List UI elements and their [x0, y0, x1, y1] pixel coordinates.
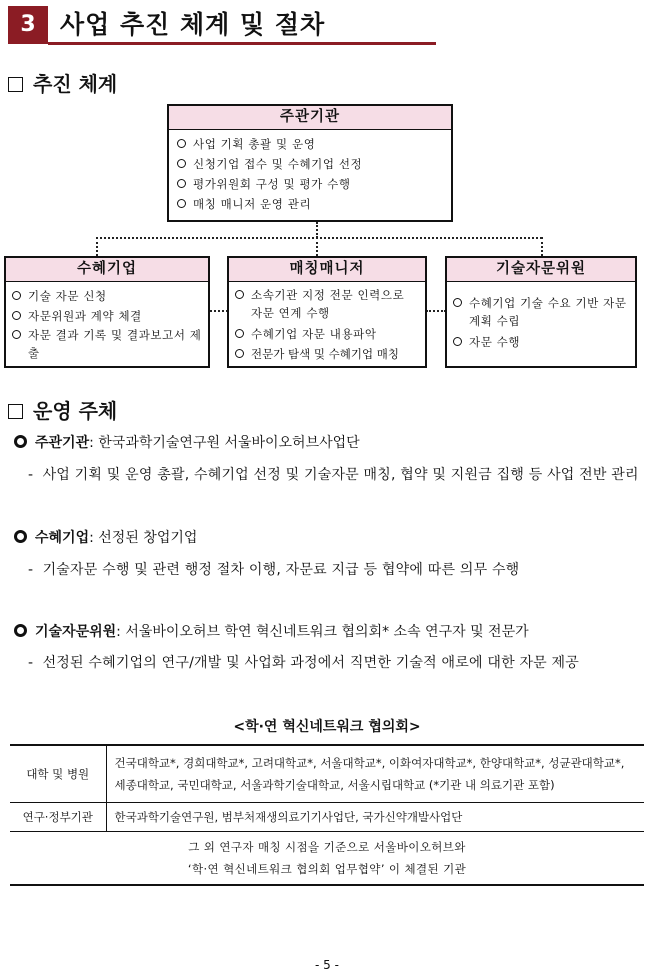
table-row — [10, 832, 644, 886]
list-item: 소속기관 지정 전문 인력으로 자문 연계 수행 — [235, 286, 419, 322]
section-title: 사업 추진 체계 및 절차 — [60, 10, 326, 39]
list-item: 매칭 매니저 운영 관리 — [177, 194, 445, 214]
checkbox-square-icon — [8, 404, 23, 419]
entity-advisor: 기술자문위원: 서울바이오허브 학연 혁신네트워크 협의회* 소속 연구자 및 전문가 — [14, 621, 529, 643]
section-header — [8, 6, 436, 44]
entity-detail: - 기술자문 수행 및 관련 행정 절차 이행, 자문료 지급 등 협약에 따른 의무 수행 — [28, 562, 520, 578]
circle-bullet-icon — [453, 337, 462, 346]
connector-left-down — [96, 237, 98, 256]
circle-bullet-icon — [177, 199, 186, 208]
circle-bullet-icon — [177, 179, 186, 188]
connector-right-mid — [426, 310, 446, 312]
connector-right-down — [541, 237, 543, 256]
entity-main-org: 주관기관: 한국과학기술연구원 서울바이오허브사업단 — [14, 432, 360, 454]
org-box-title: 수혜기업 — [6, 258, 208, 282]
table-row — [10, 745, 644, 803]
table-row — [10, 803, 644, 832]
network-table — [10, 744, 644, 886]
page-number: - 5 - — [315, 958, 339, 972]
structure-heading: 추진 체계 — [8, 72, 117, 96]
connector-horizontal — [96, 237, 542, 239]
org-box-title: 주관기관 — [169, 106, 451, 130]
circle-bullet-icon — [453, 298, 462, 307]
list-item: 자문 결과 기록 및 결과보고서 제출 — [12, 326, 202, 362]
section-number: 3 — [8, 6, 48, 44]
list-item: 자문 수행 — [453, 332, 629, 352]
circle-bullet-icon — [177, 139, 186, 148]
circle-bullet-icon — [235, 290, 244, 299]
circle-bullet-icon — [235, 349, 244, 358]
org-box-beneficiary — [4, 256, 210, 368]
circle-bullet-icon — [12, 291, 21, 300]
table-value-cell: 한국과학기술연구원, 범부처재생의료기기사업단, 국가신약개발사업단 — [106, 803, 644, 832]
section-underline — [48, 42, 436, 45]
org-box-title: 매칭매니저 — [229, 258, 425, 282]
ring-bullet-icon — [14, 624, 27, 637]
org-box-main — [167, 104, 453, 222]
entity-beneficiary: 수혜기업: 선정된 창업기업 — [14, 527, 197, 549]
list-item: 전문가 탐색 및 수혜기업 매칭 — [235, 344, 419, 364]
connector-left-mid — [210, 310, 228, 312]
list-item: 사업 기획 총괄 및 운영 — [177, 134, 445, 154]
circle-bullet-icon — [235, 329, 244, 338]
org-box-manager — [227, 256, 427, 368]
list-item: 평가위원회 구성 및 평가 수행 — [177, 174, 445, 194]
table-label-cell: 연구·정부기관 — [10, 803, 106, 832]
table-label-cell: 대학 및 병원 — [10, 745, 106, 803]
table-caption: <학·연 혁신네트워크 협의회> — [233, 719, 421, 735]
table-value-cell: 건국대학교*, 경희대학교*, 고려대학교*, 서울대학교*, 이화여자대학교*, 한양대학교*, 성균관대학교*, 세종대학교, 국민대학교, 서울과학기술대학교, 서울시립대학교 (*기관 내 의료기관 포함) — [106, 745, 644, 803]
circle-bullet-icon — [177, 159, 186, 168]
entity-detail: - 사업 기획 및 운영 총괄, 수혜기업 선정 및 기술자문 매칭, 협약 및 지원금 집행 등 사업 전반 관리 — [28, 467, 639, 483]
org-box-advisor — [445, 256, 637, 368]
circle-bullet-icon — [12, 311, 21, 320]
list-item: 기술 자문 신청 — [12, 286, 202, 306]
ring-bullet-icon — [14, 435, 27, 448]
table-note-cell: 그 외 연구자 매칭 시점을 기준으로 서울바이오허브와 ‘학·연 혁신네트워크 협의회 업무협약’ 이 체결된 기관 — [10, 832, 644, 886]
org-box-title: 기술자문위원 — [447, 258, 635, 282]
list-item: 자문위원과 계약 체결 — [12, 306, 202, 326]
checkbox-square-icon — [8, 77, 23, 92]
entity-detail: - 선정된 수혜기업의 연구/개발 및 사업화 과정에서 직면한 기술적 애로에 대한 자문 제공 — [28, 655, 579, 671]
connector-main-down — [316, 222, 318, 238]
operation-heading: 운영 주체 — [8, 399, 117, 423]
list-item: 신청기업 접수 및 수혜기업 선정 — [177, 154, 445, 174]
list-item: 수혜기업 자문 내용파악 — [235, 324, 419, 344]
list-item: 수혜기업 기술 수요 기반 자문 계획 수립 — [453, 294, 629, 330]
ring-bullet-icon — [14, 530, 27, 543]
connector-center-down — [316, 237, 318, 256]
circle-bullet-icon — [12, 330, 21, 339]
